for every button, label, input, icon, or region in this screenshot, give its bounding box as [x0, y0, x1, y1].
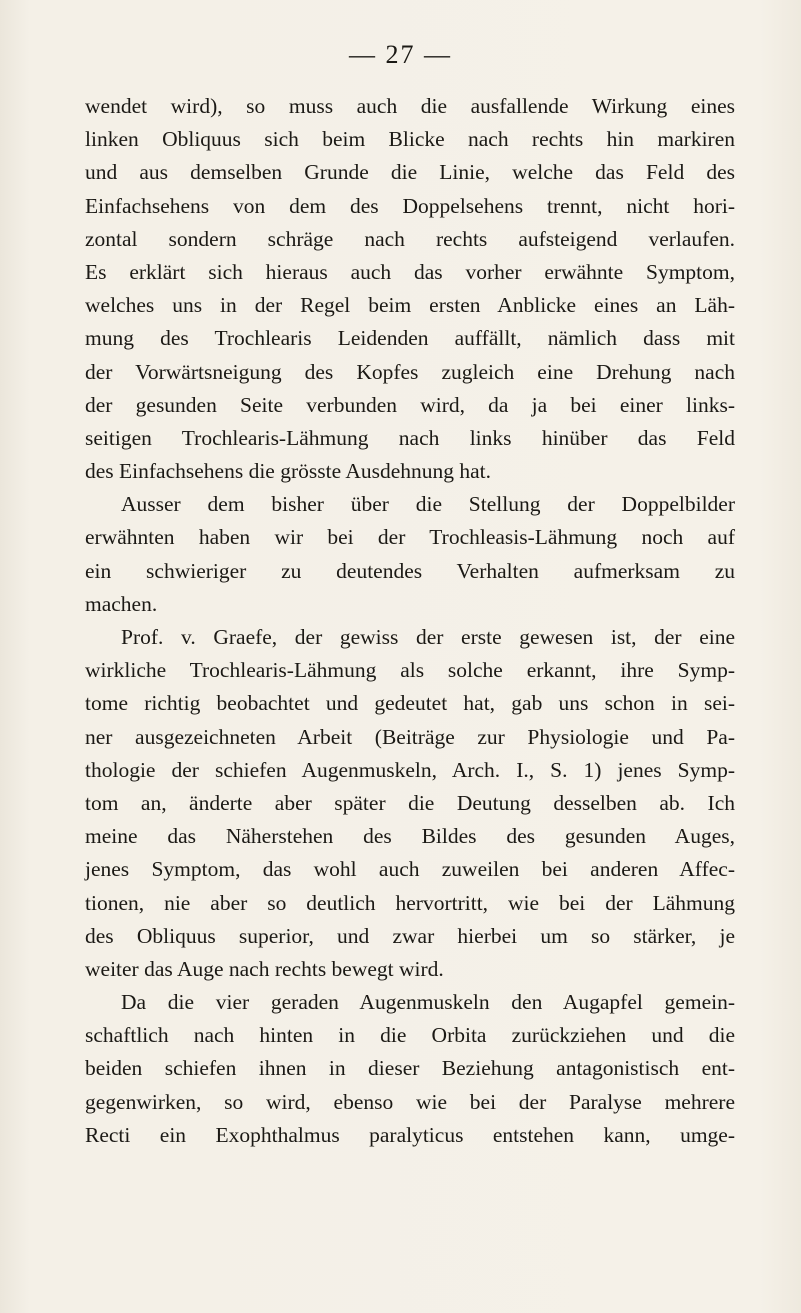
text-line: Ausser dem bisher über die Stellung der Doppelbilder — [121, 492, 735, 517]
text-line: Es erklärt sich hieraus auch das vorher erwähnte Symptom, — [85, 259, 735, 284]
page-number: — 27 — — [349, 40, 452, 69]
text-line: der Vorwärtsneigung des Kopfes zugleich eine Drehung nach — [85, 359, 735, 384]
text-line: Prof. v. Graefe, der gewiss der erste gewesen ist, der eine — [121, 625, 735, 649]
text-line: gegenwirken, so wird, ebenso wie bei der Paralyse mehrere — [85, 1089, 735, 1114]
text-line: ner ausgezeichneten Arbeit (Beiträge zur Physiologie und Pa- — [85, 724, 735, 749]
body-text — [85, 90, 735, 1152]
text-line: mung des Trochlearis Leidenden auffällt, nämlich dass mit — [85, 326, 735, 351]
text-line: und aus demselben Grunde die Linie, welche das Feld des — [85, 160, 735, 185]
text-line: weiter das Auge nach rechts bewegt wird. — [85, 956, 444, 981]
text-line: zontal sondern schräge nach rechts aufsteigend verlaufen. — [85, 226, 735, 251]
text-line: erwähnten haben wir bei der Trochleasis-Lähmung noch auf — [85, 525, 735, 550]
text-line: linken Obliquus sich beim Blicke nach rechts hin markiren — [85, 127, 735, 152]
text-line: wendet wird), so muss auch die ausfallende Wirkung eines — [85, 94, 735, 118]
text-line: tionen, nie aber so deutlich hervortritt, wie bei der Lähmung — [85, 890, 735, 915]
text-line: beiden schiefen ihnen in dieser Beziehung antagonistisch ent- — [85, 1056, 735, 1081]
text-line: machen. — [85, 591, 158, 616]
text-line: wirkliche Trochlearis-Lähmung als solche erkannt, ihre Symp- — [85, 658, 735, 683]
text-line: Da die vier geraden Augenmuskeln den Augapfel gemein- — [121, 990, 735, 1015]
text-line: des Einfachsehens die grösste Ausdehnung hat. — [85, 459, 492, 484]
text-line: schaftlich nach hinten in die Orbita zurückziehen und die — [85, 1023, 735, 1048]
text-line: jenes Symptom, das wohl auch zuweilen bei anderen Affec- — [85, 857, 735, 882]
text-line: Einfachsehens von dem des Doppelsehens trennt, nicht hori- — [85, 193, 735, 218]
text-line: des Obliquus superior, und zwar hierbei um so stärker, je — [85, 923, 735, 948]
text-line: tome richtig beobachtet und gedeutet hat, gab uns schon in sei- — [85, 691, 735, 716]
text-line: thologie der schiefen Augenmuskeln, Arch. I., S. 1) jenes Symp- — [85, 757, 735, 782]
text-line: tom an, änderte aber später die Deutung desselben ab. Ich — [85, 790, 735, 815]
text-line: ein schwieriger zu deutendes Verhalten aufmerksam zu — [85, 558, 735, 583]
text-line: seitigen Trochlearis-Lähmung nach links hinüber das Feld — [85, 425, 735, 450]
text-line: Recti ein Exophthalmus paralyticus entstehen kann, umge- — [85, 1122, 735, 1147]
text-line: welches uns in der Regel beim ersten Anblicke eines an Läh- — [85, 293, 735, 318]
text-line: der gesunden Seite verbunden wird, da ja bei einer links- — [85, 392, 735, 417]
text-line: meine das Näherstehen des Bildes des gesunden Auges, — [85, 824, 735, 849]
